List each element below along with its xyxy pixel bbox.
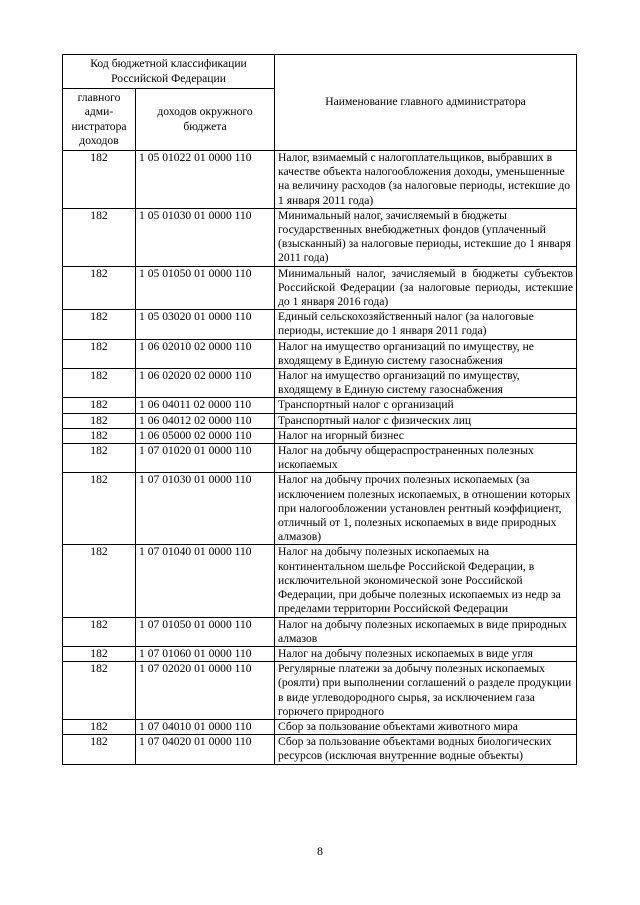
header-admin-col: главного адми-нистратора доходов [63, 89, 136, 151]
income-code: 1 05 01030 01 0000 110 [136, 208, 275, 266]
administrator-name: Минимальный налог, зачисляемый в бюджеты государственных внебюджетных фондов (уплаченный (взысканный) за налоговые периоды, истекшие до 1 января 2011 года) [275, 208, 577, 266]
table-row [63, 719, 577, 734]
admin-code: 182 [63, 151, 136, 209]
table-row [63, 617, 577, 646]
income-code: 1 07 01060 01 0000 110 [136, 646, 275, 661]
income-code: 1 06 02010 02 0000 110 [136, 339, 275, 368]
administrator-name: Налог на имущество организаций по имуществу, входящему в Единую систему газоснабжения [275, 369, 577, 398]
header-income-col: доходов окружного бюджета [136, 89, 275, 151]
income-code: 1 07 04010 01 0000 110 [136, 719, 275, 734]
budget-classification-table [62, 54, 577, 765]
admin-code: 182 [63, 662, 136, 720]
administrator-name: Налог на добычу полезных ископаемых в виде природных алмазов [275, 617, 577, 646]
admin-code: 182 [63, 428, 136, 443]
admin-code: 182 [63, 473, 136, 545]
table-row [63, 208, 577, 266]
table-row [63, 662, 577, 720]
income-code: 1 05 03020 01 0000 110 [136, 310, 275, 339]
administrator-name: Налог, взимаемый с налогоплательщиков, выбравших в качестве объекта налогообложения доходы, уменьшенные на величину расходов (за налоговые периоды, истекшие до 1 января 2011 года) [275, 151, 577, 209]
administrator-name: Регулярные платежи за добычу полезных ископаемых (роялти) при выполнении соглашений о разделе продукции в виде углеводородного сырья, за исключением газа горючего природного [275, 662, 577, 720]
table-row [63, 369, 577, 398]
administrator-name: Сбор за пользование объектами водных биологических ресурсов (исключая внутренние водные объекты) [275, 735, 577, 764]
income-code: 1 07 01050 01 0000 110 [136, 617, 275, 646]
admin-code: 182 [63, 266, 136, 310]
administrator-name: Налог на добычу общераспространенных полезных ископаемых [275, 444, 577, 473]
table-row [63, 545, 577, 617]
admin-code: 182 [63, 735, 136, 764]
administrator-name: Минимальный налог, зачисляемый в бюджеты субъектов Российской Федерации (за налоговые периоды, истекшие до 1 января 2016 года) [275, 266, 577, 310]
admin-code: 182 [63, 444, 136, 473]
admin-code: 182 [63, 719, 136, 734]
income-code: 1 06 04012 02 0000 110 [136, 413, 275, 428]
administrator-name: Налог на добычу полезных ископаемых на континентальном шельфе Российской Федерации, в исключительной экономической зоне Российской Федерации, при добыче полезных ископаемых из недр за пределами территории Российской Федерации [275, 545, 577, 617]
administrator-name: Транспортный налог с организаций [275, 398, 577, 413]
administrator-name: Транспортный налог с физических лиц [275, 413, 577, 428]
income-code: 1 07 01020 01 0000 110 [136, 444, 275, 473]
table-row [63, 735, 577, 764]
income-code: 1 05 01022 01 0000 110 [136, 151, 275, 209]
admin-code: 182 [63, 369, 136, 398]
administrator-name: Сбор за пользование объектами животного мира [275, 719, 577, 734]
table-row [63, 339, 577, 368]
income-code: 1 07 02020 01 0000 110 [136, 662, 275, 720]
table-row [63, 413, 577, 428]
income-code: 1 07 04020 01 0000 110 [136, 735, 275, 764]
administrator-name: Налог на добычу прочих полезных ископаемых (за исключением полезных ископаемых, в отношении которых при налогообложении установлен рентный коэффициент, отличный от 1, полезных ископаемых в виде природных алмазов) [275, 473, 577, 545]
administrator-name: Единый сельскохозяйственный налог (за налоговые периоды, истекшие до 1 января 2011 года) [275, 310, 577, 339]
admin-code: 182 [63, 208, 136, 266]
header-administrator-name: Наименование главного администратора [275, 55, 577, 151]
admin-code: 182 [63, 545, 136, 617]
income-code: 1 07 01040 01 0000 110 [136, 545, 275, 617]
table-row [63, 473, 577, 545]
income-code: 1 05 01050 01 0000 110 [136, 266, 275, 310]
table-row [63, 646, 577, 661]
income-code: 1 06 04011 02 0000 110 [136, 398, 275, 413]
admin-code: 182 [63, 617, 136, 646]
admin-code: 182 [63, 310, 136, 339]
admin-code: 182 [63, 339, 136, 368]
table-row [63, 151, 577, 209]
header-budget-code-group: Код бюджетной классификации Российской Федерации [63, 55, 275, 89]
admin-code: 182 [63, 413, 136, 428]
table-row [63, 398, 577, 413]
table-row [63, 310, 577, 339]
admin-code: 182 [63, 646, 136, 661]
table-row [63, 444, 577, 473]
administrator-name: Налог на добычу полезных ископаемых в виде угля [275, 646, 577, 661]
income-code: 1 06 02020 02 0000 110 [136, 369, 275, 398]
administrator-name: Налог на игорный бизнес [275, 428, 577, 443]
page-number: 8 [317, 844, 323, 858]
administrator-name: Налог на имущество организаций по имуществу, не входящему в Единую систему газоснабжения [275, 339, 577, 368]
table-row [63, 428, 577, 443]
admin-code: 182 [63, 398, 136, 413]
table-row [63, 266, 577, 310]
income-code: 1 06 05000 02 0000 110 [136, 428, 275, 443]
income-code: 1 07 01030 01 0000 110 [136, 473, 275, 545]
